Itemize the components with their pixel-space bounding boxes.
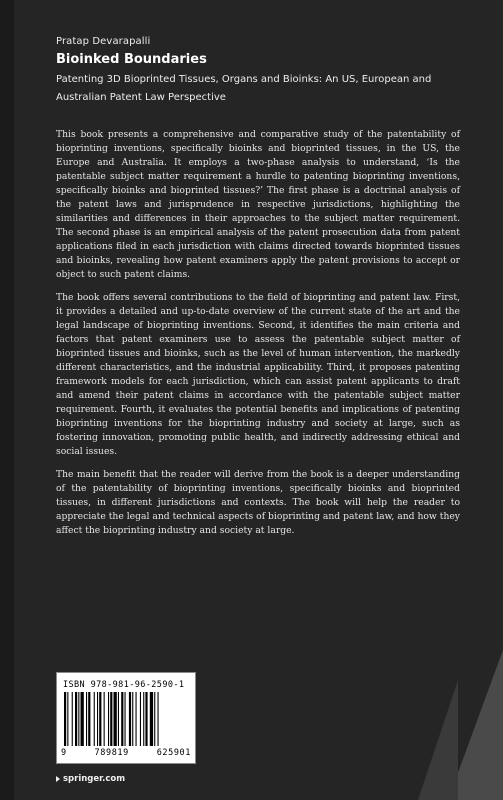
blurb-text <box>56 128 460 547</box>
barcode-bar <box>132 692 133 746</box>
barcode-bar <box>114 692 117 746</box>
barcode-digit-left: 789819 <box>94 748 129 758</box>
barcode-bar <box>97 692 98 746</box>
barcode-bar <box>75 692 77 746</box>
barcode-bar <box>110 692 112 746</box>
barcode-bar <box>88 692 90 746</box>
barcode-bar <box>125 692 126 746</box>
barcode-bar <box>129 692 131 746</box>
barcode-bar <box>108 692 109 746</box>
decorative-triangle-small <box>418 680 458 800</box>
barcode-bar <box>81 692 84 746</box>
barcode-bar <box>104 692 105 746</box>
barcode-bar <box>145 692 147 746</box>
isbn-label: ISBN 978-981-96-2590-1 <box>63 680 185 690</box>
book-subtitle: Patenting 3D Bioprinted Tissues, Organs and Bioinks: An US, European and Australian Patent Law Perspective <box>56 74 432 103</box>
spine-strip <box>0 0 14 800</box>
barcode-bar <box>78 692 79 746</box>
blurb-paragraph-1: This book presents a comprehensive and comparative study of the patentability of bioprinting inventions, specifically bioinks and bioprinted tissues, in the US, the Europe and Australia. It employs a two-phase analysis to understand, ‘Is the patentable subject matter requirement a hurdle to patenting bioprinting inventions, specifically bioinks and bioprinted tissues?’ The first phase is a doctrinal analysis of the patent laws and jurisprudence in respective jurisdictions, highlighting the similarities and differences in their approaches to the subject matter requirement. The second phase is an empirical analysis of the patent prosecution data from patent applications filed in each jurisdiction with claims directed towards bioprinted tissues and bioinks, revealing how patent examiners apply the patent provisions to accept or object to such patent claims. <box>56 129 460 280</box>
blurb-paragraph-3: The main benefit that the reader will derive from the book is a deeper understanding of the patentability of bioprinting inventions, specifically bioinks and bioprinted tissues, in different jurisdictions and contexts. The book will help the reader to appreciate the legal and technical aspects of bioprinting and patent law, and how they affect the bioprinting industry and society at large. <box>56 469 460 536</box>
book-title: Bioinked Boundaries <box>56 52 207 67</box>
barcode-bar <box>64 692 66 746</box>
barcode-bar <box>140 692 141 746</box>
barcode-bar <box>118 692 119 746</box>
barcode-bar <box>121 692 123 746</box>
barcode-bar <box>143 692 144 746</box>
blurb-paragraph-2: The book offers several contributions to the field of bioprinting and patent law. First, it provides a detailed and up-to-date overview of the current state of the art and the legal landscape of bioprinting inventions. Second, it identifies the main criteria and factors that patent examiners use to assess the patentable subject matter of bioprinted tissues and bioinks, such as the level of human intervention, the markedly different characteristics, and the industrial applicability. Third, it proposes patenting framework models for each jurisdiction, which can assist patent applicants to draft and amend their patent claims in accordance with the patentable subject matter requirement. Fourth, it evaluates the potential benefits and implications of patenting bioprinting inventions for the bioprinting industry and society at large, such as fostering innovation, promoting public health, and indirectly addressing ethical and social issues. <box>56 292 460 457</box>
barcode-bar <box>150 692 153 746</box>
publisher-link[interactable] <box>56 774 125 784</box>
barcode-bar <box>86 692 87 746</box>
barcode-digit-right: 625901 <box>156 748 191 758</box>
barcode-bar <box>99 692 101 746</box>
barcode-bar <box>94 692 95 746</box>
author-name: Pratap Devarapalli <box>56 36 151 47</box>
chevron-right-icon <box>56 776 60 782</box>
barcode-bar <box>136 692 137 746</box>
barcode-bar <box>72 692 73 746</box>
isbn-barcode <box>56 672 196 764</box>
barcode-digit-prefix: 9 <box>61 748 67 758</box>
barcode-bar <box>67 692 68 746</box>
barcode-bar <box>154 692 155 746</box>
barcode-digits <box>61 748 191 758</box>
publisher-label: springer.com <box>63 774 126 784</box>
barcode-bar <box>158 692 159 746</box>
barcode-icon <box>62 692 190 746</box>
